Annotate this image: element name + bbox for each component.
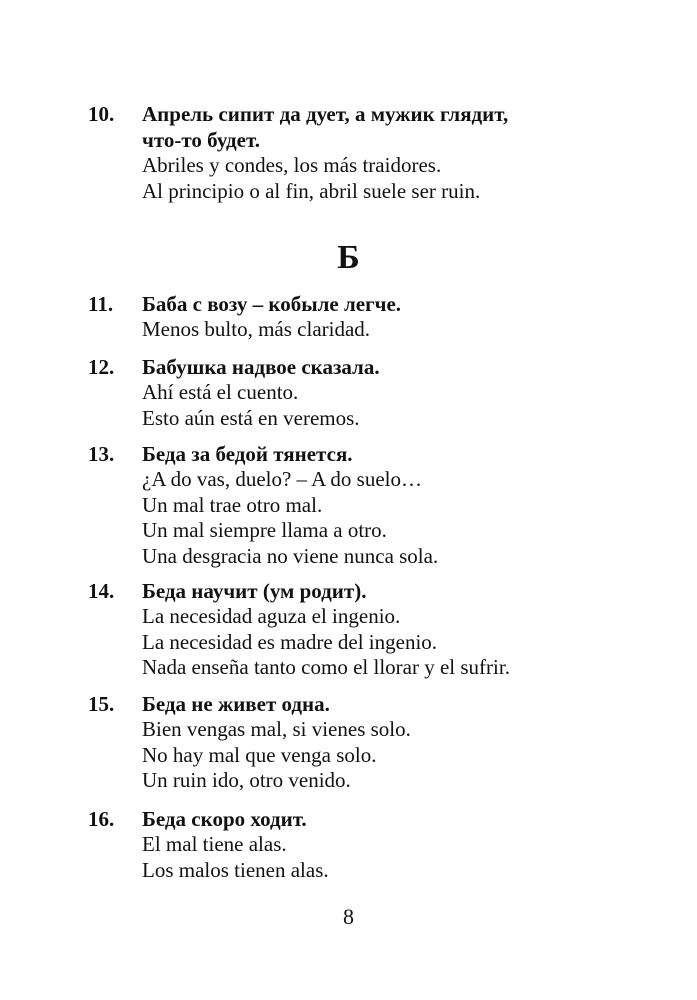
spanish-equivalent-line: Los malos tienen alas.	[142, 857, 329, 882]
spanish-equivalent-line: Ahí está el cuento.	[142, 380, 299, 404]
entry-body	[142, 354, 642, 431]
russian-proverb-line: Беда научит (ум родит).	[142, 579, 367, 603]
entry-body	[142, 691, 642, 794]
spanish-equivalent-line: Abriles y condes, los más traidores.	[142, 153, 442, 177]
spanish-equivalent-line: Esto aún está en veremos.	[142, 405, 360, 430]
entry-number: 15.	[88, 692, 115, 716]
entry-number: 14.	[88, 579, 115, 603]
spanish-equivalent-line: Una desgracia no viene nunca sola.	[142, 543, 439, 568]
section-letter-heading: Б	[337, 239, 360, 276]
entry-body	[142, 578, 642, 681]
entry-number: 16.	[88, 807, 115, 831]
russian-proverb-line: Беда за бедой тянется.	[142, 442, 353, 466]
spanish-equivalent-line: Al principio o al fin, abril suele ser ruin.	[142, 178, 481, 203]
entry-body	[142, 101, 642, 204]
entry-body	[142, 441, 642, 569]
spanish-equivalent-line: Un mal siempre llama a otro.	[142, 518, 387, 542]
entry-number: 13.	[88, 442, 115, 466]
spanish-equivalent-line: Bien vengas mal, si vienes solo.	[142, 717, 411, 741]
russian-proverb-line: Апрель сипит да дует, а мужик глядит,	[142, 102, 509, 126]
entry-number: 11.	[88, 292, 114, 316]
russian-proverb-line: Бабушка надвое сказала.	[142, 355, 380, 379]
russian-proverb-line: Баба с возу – кобыле легче.	[142, 292, 402, 316]
spanish-equivalent-line: Menos bulto, más claridad.	[142, 317, 371, 341]
entry-body	[142, 806, 642, 883]
entry-number: 12.	[88, 355, 115, 379]
russian-proverb-line: что-то будет.	[142, 128, 260, 152]
spanish-equivalent-line: ¿A do vas, duelo? – A do suelo…	[142, 467, 422, 491]
spanish-equivalent-line: La necesidad aguza el ingenio.	[142, 604, 401, 628]
entry-body	[142, 291, 642, 343]
spanish-equivalent-line: La necesidad es madre del ingenio.	[142, 629, 438, 654]
russian-proverb-line: Беда скоро ходит.	[142, 807, 307, 831]
spanish-equivalent-line: Nada enseña tanto como el llorar y el sufrir.	[142, 655, 510, 679]
spanish-equivalent-line: El mal tiene alas.	[142, 832, 287, 856]
page-number: 8	[343, 904, 354, 929]
spanish-equivalent-line: No hay mal que venga solo.	[142, 742, 377, 767]
spanish-equivalent-line: Un ruin ido, otro venido.	[142, 768, 351, 792]
russian-proverb-line: Беда не живет одна.	[142, 692, 330, 716]
entry-number: 10.	[88, 102, 115, 126]
spanish-equivalent-line: Un mal trae otro mal.	[142, 492, 323, 517]
